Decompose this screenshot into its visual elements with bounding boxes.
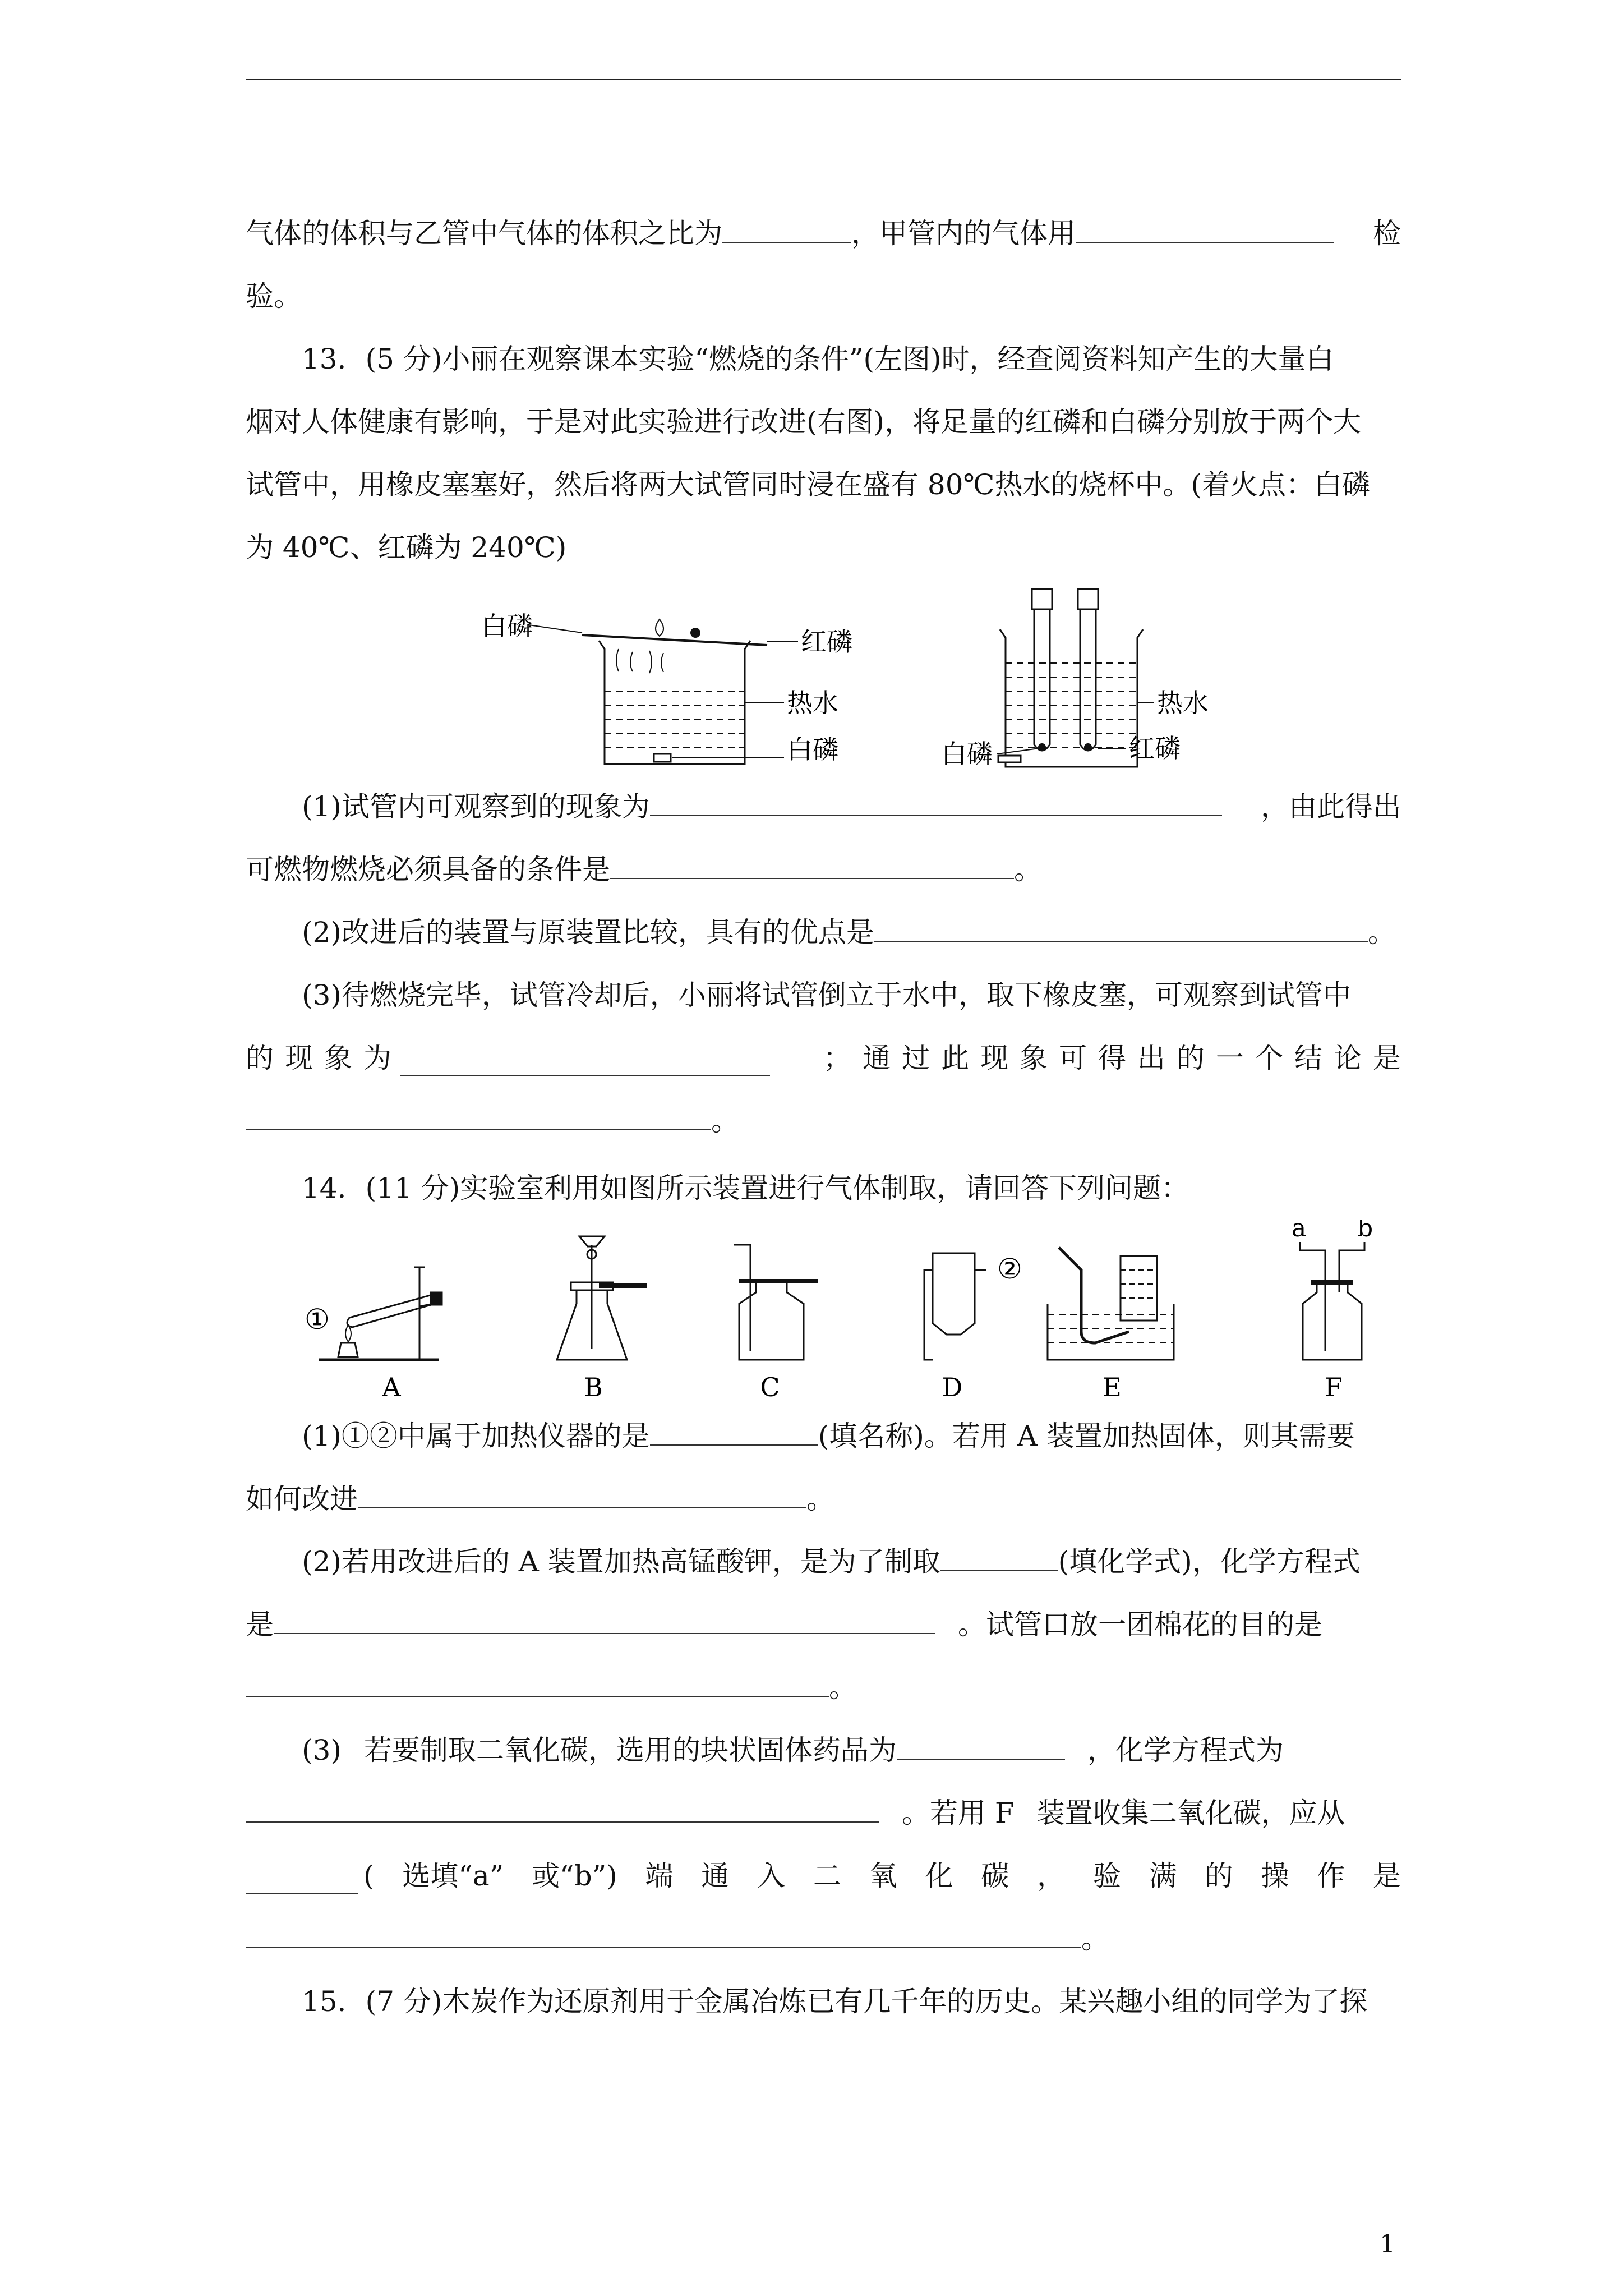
q13-p3-char: 论 [1334, 1042, 1362, 1074]
water-trough [1048, 1304, 1174, 1360]
answer-blank[interactable] [940, 1544, 1058, 1571]
rubber-stopper-left [1032, 589, 1052, 609]
q14-p3-text-e: 装置收集二氧化碳，应从 [1036, 1797, 1345, 1829]
q13-p3-char: 过 [902, 1042, 930, 1074]
port-a-label: a [1292, 1220, 1307, 1243]
q13-p3-char: 出 [1137, 1042, 1165, 1074]
q13-p3-char: 得 [1098, 1042, 1126, 1074]
q13-p3-char: 象 [1020, 1042, 1048, 1074]
q14-p3-char: 验 [1092, 1860, 1121, 1892]
q14-p3-char: 通 [701, 1860, 730, 1892]
q13-p3-char: 可 [1059, 1042, 1087, 1074]
apparatus-label-f: F [1325, 1372, 1343, 1402]
answer-blank[interactable] [874, 915, 1368, 942]
answer-blank[interactable] [274, 1607, 935, 1634]
apparatus-e [1048, 1248, 1174, 1360]
q14-p3-text-a: (3) [302, 1734, 342, 1766]
q13-p3-char: 现 [285, 1042, 313, 1074]
red-phosphorus-in-tube [1084, 743, 1092, 751]
q13-p3-char: 为 [363, 1042, 391, 1074]
apparatus-label-d: D [942, 1372, 963, 1402]
q13-p3-line1: (3)待燃烧完毕，试管冷却后，小丽将试管倒立于水中，取下橡皮塞，可观察到试管中 [302, 979, 1351, 1011]
q14-p3-line4 [246, 1907, 1401, 1970]
q13-intro-line1: 13．(5 分)小丽在观察课本实验“燃烧的条件”(左图)时，经查阅资料知产生的大量白 [302, 343, 1334, 375]
answer-blank[interactable] [358, 1481, 806, 1508]
apparatus-label-c: C [760, 1372, 780, 1402]
q13-intro-line3: 试管中，用橡皮塞塞好，然后将两大试管同时浸在盛有 80℃热水的烧杯中。(着火点：白磷 [246, 468, 1370, 501]
gas-bottle [1303, 1281, 1362, 1360]
q13-p2-text-b: 。 [1367, 916, 1396, 949]
q13-p1-line2 [246, 838, 1401, 901]
answer-blank[interactable] [246, 1796, 879, 1823]
q14-intro-line: 14．(11 分)实验室利用如图所示装置进行气体制取，请回答下列问题： [302, 1172, 1189, 1204]
flame [656, 619, 663, 636]
q14-p3-char: ， [1037, 1860, 1066, 1892]
q14-p2-text-a: (2)若用改进后的 A 装置加热高锰酸钾，是为了制取 [302, 1545, 940, 1578]
q14-p2-line3 [246, 1656, 1401, 1719]
q12-line1 [246, 202, 1401, 265]
q13-p2-line [246, 901, 1401, 964]
page-number: 1 [1380, 2230, 1395, 2258]
q14-p3-char: 入 [757, 1860, 786, 1892]
short-tube [1339, 1242, 1364, 1292]
q13-p3-char: 的 [1177, 1042, 1205, 1074]
q13-p3-char: 象 [324, 1042, 352, 1074]
q14-p1-line1 [246, 1405, 1401, 1467]
q13-p1-text-d: 。 [1014, 853, 1042, 886]
q13-intro-line4: 为 40℃、红磷为 240℃) [246, 531, 567, 564]
q14-p3-right [363, 1844, 1401, 1907]
q14-p3-text-g: 。 [1081, 1922, 1109, 1955]
q14-p3-char: 作 [1317, 1860, 1345, 1892]
q14-figure-svg [246, 1220, 1401, 1405]
answer-blank[interactable] [897, 1733, 1065, 1760]
q13-p3-char: 一 [1216, 1042, 1244, 1074]
answer-blank[interactable] [246, 1670, 829, 1697]
answer-blank[interactable] [400, 1049, 770, 1076]
q14-p3-char: ( [363, 1860, 375, 1892]
q14-p3-char: 操 [1261, 1860, 1289, 1892]
q13-p3-char: 是 [1373, 1042, 1401, 1074]
mark-1: ① [305, 1303, 330, 1336]
q14-p3-char: 化 [925, 1860, 953, 1892]
copper-sheet [582, 635, 767, 645]
q13-p3-line3 [246, 1089, 1401, 1152]
q14-p3-char: 二 [813, 1860, 841, 1892]
answer-blank[interactable] [722, 216, 851, 243]
q13-p3-char: 通 [863, 1042, 891, 1074]
q13-p3-char: 结 [1294, 1042, 1322, 1074]
white-smoke [616, 649, 663, 673]
mark-2: ② [997, 1253, 1022, 1285]
fig-label-red-p-left: 红磷 [801, 627, 852, 657]
q14-p3-char: 的 [1205, 1860, 1233, 1892]
q14-p3-char: 是 [1372, 1860, 1401, 1892]
q12-text-c: 检 [1373, 217, 1401, 250]
answer-blank[interactable] [246, 1921, 1081, 1948]
test-tube [347, 1294, 439, 1327]
q12-line2: 验。 [246, 280, 302, 312]
q14-p3-char: 端 [645, 1860, 674, 1892]
test-tube-right [1080, 609, 1096, 751]
q14-p3-line3 [246, 1844, 1401, 1907]
q14-p2-line1 [246, 1530, 1401, 1593]
q14-figure [246, 1220, 1401, 1405]
apparatus-label-e: E [1103, 1372, 1122, 1402]
beaker-outline [1000, 629, 1143, 767]
q14-p3-text-c: ，化学方程式为 [1087, 1734, 1284, 1766]
apparatus-d [924, 1253, 986, 1360]
q13-p2-text-a: (2)改进后的装置与原装置比较，具有的优点是 [302, 916, 874, 949]
q14-p3-line2 [246, 1782, 1401, 1844]
collection-bottle [1121, 1256, 1157, 1320]
q13-p1-line1 [246, 775, 1401, 838]
q14-p2-text-c: 是 [246, 1608, 274, 1641]
white-phosphorus-underwater [654, 754, 671, 762]
q14-p3-char: 选填“a” [402, 1860, 504, 1892]
right-beaker [998, 589, 1143, 767]
q14-p1-text-a: (1)①②中属于加热仪器的是 [302, 1420, 650, 1452]
page-content [246, 202, 1401, 2033]
apparatus-f [1300, 1242, 1364, 1360]
apparatus-a [319, 1267, 442, 1360]
apparatus-label-a: A [382, 1372, 401, 1402]
delivery-tube [924, 1270, 933, 1360]
inverted-bottle [933, 1253, 975, 1335]
rubber-stopper-right [1078, 589, 1098, 609]
q13-p3-char: 现 [980, 1042, 1008, 1074]
q14-p1-text-b: (填名称)。若用 A 装置加热固体，则其需要 [818, 1420, 1355, 1452]
q13-p3-char: 个 [1255, 1042, 1283, 1074]
q14-p3-text-d: 。若用 F [902, 1797, 1015, 1829]
q13-p3-left [246, 1027, 391, 1089]
answer-blank[interactable] [610, 852, 1014, 879]
q13-p3-line2 [246, 1027, 1401, 1089]
q14-p1-text-d: 。 [806, 1483, 834, 1515]
answer-blank[interactable] [246, 1103, 711, 1130]
test-tube-left [1034, 609, 1050, 751]
q14-p3-char: 满 [1149, 1860, 1177, 1892]
q13-p3-text-d: 。 [711, 1105, 739, 1137]
q13-p3-char: ； [823, 1042, 851, 1074]
alcohol-lamp [338, 1343, 358, 1357]
apparatus-b [557, 1236, 647, 1360]
red-phosphorus-dot [690, 628, 700, 638]
q13-p1-text-c: 可燃物燃烧必须具备的条件是 [246, 853, 610, 886]
fig-label-white-p-bottom: 白磷 [787, 734, 838, 765]
fig-label-hot-water-left: 热水 [787, 688, 838, 718]
apparatus-c [734, 1245, 818, 1360]
q14-p3-char: 氧 [869, 1860, 897, 1892]
answer-blank[interactable] [1076, 216, 1334, 243]
fig-label-red-p-right: 红磷 [1129, 733, 1181, 763]
q14-p1-line2 [246, 1467, 1401, 1530]
q13-intro-line2: 烟对人体健康有影响，于是对此实验进行改进(右图)，将足量的红磷和白磷分别放于两个大 [246, 406, 1362, 438]
q14-p3-text-b: 若要制取二氧化碳，选用的块状固体药品为 [363, 1734, 897, 1766]
q14-p3-line1 [246, 1719, 1401, 1782]
q14-p1-text-c: 如何改进 [246, 1483, 358, 1515]
q12-text-a: 气体的体积与乙管中气体的体积之比为 [246, 217, 722, 250]
q13-p3-char: 此 [941, 1042, 969, 1074]
q13-figure-svg [246, 579, 1401, 770]
q13-figure [246, 579, 1401, 770]
beaker-outline [599, 641, 750, 764]
fig-label-white-p-left: 白磷 [481, 611, 533, 641]
answer-blank[interactable] [650, 789, 1222, 816]
q12-text-b: ，甲管内的气体用 [851, 217, 1076, 250]
q14-p2-text-d: 。试管口放一团棉花的目的是 [958, 1608, 1322, 1641]
q15-intro-line: 15．(7 分)木炭作为还原剂用于金属冶炼已有几千年的历史。某兴趣小组的同学为了探 [302, 1985, 1368, 2018]
apparatus-label-b: B [584, 1372, 603, 1402]
white-phosphorus-in-tube [1038, 743, 1046, 751]
answer-blank[interactable] [246, 1867, 358, 1894]
q14-p3-char: 或“b”) [532, 1860, 617, 1892]
gas-bottle [739, 1281, 804, 1360]
answer-blank[interactable] [650, 1419, 818, 1446]
q13-p3-char: 的 [246, 1042, 274, 1074]
q13-p1-text-a: (1)试管内可观察到的现象为 [302, 790, 650, 823]
q13-p3-right [823, 1027, 1401, 1089]
port-b-label: b [1357, 1220, 1373, 1243]
q14-p3-char: 碳 [981, 1860, 1009, 1892]
q14-p2-text-b: (填化学式)，化学方程式 [1058, 1545, 1361, 1578]
fig-label-hot-water-right: 热水 [1157, 688, 1209, 718]
header-rule [246, 79, 1401, 80]
fig-label-white-p-right: 白磷 [941, 739, 993, 769]
q13-p1-text-b: ，由此得出 [1261, 790, 1401, 823]
q14-p2-text-e: 。 [829, 1671, 857, 1704]
q14-p2-line2 [246, 1593, 1401, 1656]
left-beaker [582, 619, 767, 764]
